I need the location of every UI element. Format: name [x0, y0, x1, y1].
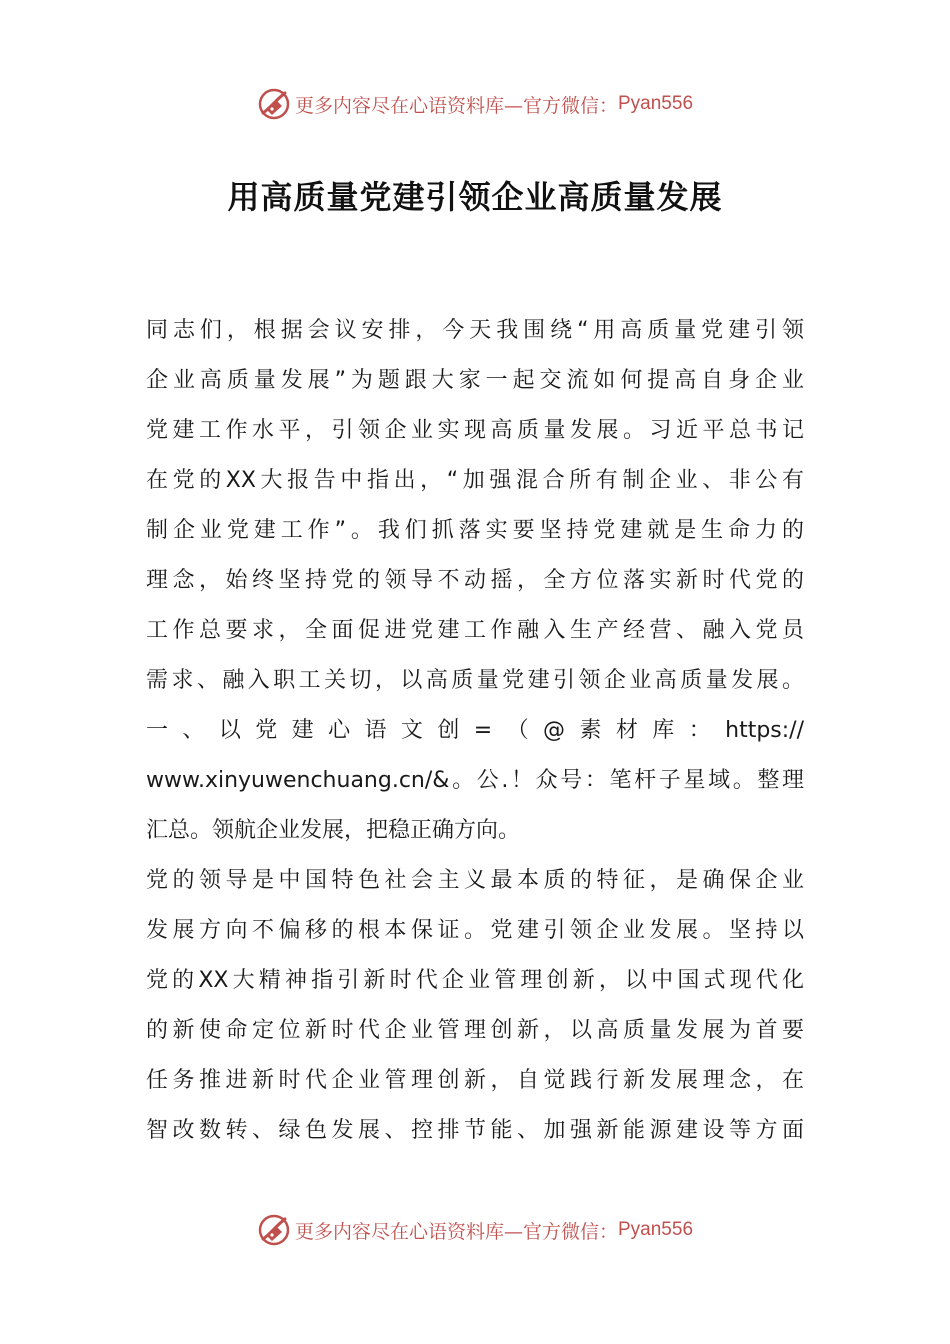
body-line: 党建工作水平，引领企业实现高质量发展。习近平总书记 — [146, 418, 804, 443]
body-line: www.xinyuwenchuang.cn/&。公.！众号：笔杆子星域。整理 — [146, 768, 804, 793]
body-line: 工作总要求，全面促进党建工作融入生产经营、融入党员 — [146, 618, 804, 643]
header-banner-wechat: Pyan556 — [618, 93, 694, 114]
body-line: 党的XX大精神指引新时代企业管理创新，以中国式现代化 — [146, 968, 804, 993]
footer-banner-text: 更多内容尽在心语资料库—官方微信： — [294, 1220, 618, 1243]
body-line: 同志们，根据会议安排，今天我围绕“用高质量党建引领 — [146, 318, 804, 343]
body-line: 企业高质量发展”为题跟大家一起交流如何提高自身企业 — [146, 368, 804, 393]
body-line: 理念，始终坚持党的领导不动摇，全方位落实新时代党的 — [146, 568, 804, 593]
body-line: 任务推进新时代企业管理创新，自觉践行新发展理念，在 — [146, 1068, 804, 1093]
body-line: 智改数转、绿色发展、控排节能、加强新能源建设等方面 — [146, 1118, 804, 1143]
body-line: 的新使命定位新时代企业管理创新，以高质量发展为首要 — [146, 1018, 804, 1043]
document-title: 用高质量党建引领企业高质量发展 — [227, 178, 723, 216]
pen-logo-icon — [257, 87, 291, 121]
header-banner — [0, 84, 950, 124]
body-line: 制企业党建工作”。我们抓落实要坚持党建就是生命力的 — [146, 518, 804, 543]
body-line: 在党的XX大报告中指出，“加强混合所有制企业、非公有 — [146, 468, 804, 493]
header-banner-text: 更多内容尽在心语资料库—官方微信： — [294, 94, 618, 117]
body-line: 一、以党建心语文创=（@素材库：https:// — [146, 718, 804, 743]
pen-logo-icon — [257, 1213, 291, 1247]
body-line: 发展方向不偏移的根本保证。党建引领企业发展。坚持以 — [146, 918, 804, 943]
body-line: 汇总。领航企业发展，把稳正确方向。 — [146, 818, 521, 843]
body-line: 党的领导是中国特色社会主义最本质的特征，是确保企业 — [146, 868, 804, 893]
body-line: 需求、融入职工关切，以高质量党建引领企业高质量发展。 — [146, 668, 804, 693]
document-body — [146, 306, 804, 1156]
footer-banner — [0, 1210, 950, 1250]
footer-banner-wechat: Pyan556 — [618, 1219, 694, 1240]
